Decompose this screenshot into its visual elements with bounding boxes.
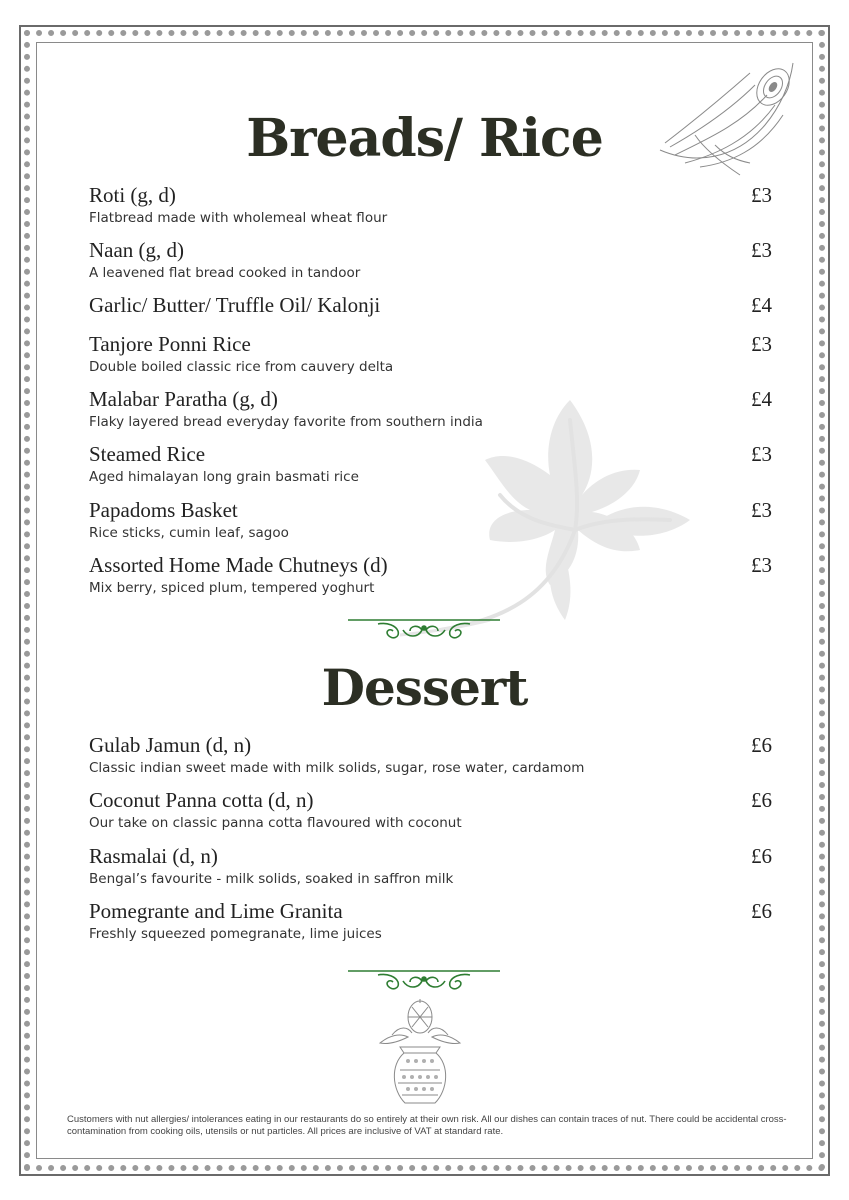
item-price: £3: [751, 183, 772, 207]
kalash-pot-icon: [370, 995, 470, 1110]
item-name: Malabar Paratha (g, d): [89, 387, 278, 411]
scroll-divider-icon: [348, 616, 500, 642]
item-description: Flatbread made with wholemeal wheat flour: [89, 210, 388, 226]
section-title-breads: Breads/ Rice: [246, 108, 603, 169]
item-description: Mix berry, spiced plum, tempered yoghurt: [89, 580, 375, 596]
item-price: £4: [751, 387, 772, 411]
item-price: £3: [751, 442, 772, 466]
item-price: £6: [751, 899, 772, 923]
section-title-dessert: Dessert: [321, 658, 528, 717]
item-description: Flaky layered bread everyday favorite from southern india: [89, 414, 483, 430]
item-price: £4: [751, 293, 772, 317]
item-description: Double boiled classic rice from cauvery delta: [89, 359, 394, 375]
item-description: Bengal’s favourite - milk solids, soaked in saffron milk: [89, 871, 454, 887]
item-price: £3: [751, 553, 772, 577]
item-description: Rice sticks, cumin leaf, sagoo: [89, 525, 289, 541]
item-name: Garlic/ Butter/ Truffle Oil/ Kalonji: [89, 293, 381, 317]
item-description: Aged himalayan long grain basmati rice: [89, 469, 359, 485]
item-name: Pomegrante and Lime Granita: [89, 899, 343, 923]
item-name: Naan (g, d): [89, 238, 185, 262]
item-description: Classic indian sweet made with milk solids, sugar, rose water, cardamom: [89, 760, 585, 776]
item-name: Steamed Rice: [89, 442, 206, 466]
item-description: Our take on classic panna cotta flavoured with coconut: [89, 815, 462, 831]
item-name: Tanjore Ponni Rice: [89, 332, 251, 356]
item-name: Assorted Home Made Chutneys (d): [89, 553, 388, 577]
item-price: £3: [751, 498, 772, 522]
item-price: £6: [751, 788, 772, 812]
item-price: £6: [751, 844, 772, 868]
allergy-disclaimer: Customers with nut allergies/ intolerances eating in our restaurants do so entirely at their own risk. All our dishes can contain traces of nut. There could be accidental cross-contamination from cooking oils, utensils or nut particles. All prices are inclusive of VAT at standard rate.: [67, 1114, 787, 1137]
scroll-divider-icon: [348, 967, 500, 993]
item-name: Roti (g, d): [89, 183, 176, 207]
item-name: Papadoms Basket: [89, 498, 238, 522]
item-name: Coconut Panna cotta (d, n): [89, 788, 314, 812]
item-name: Rasmalai (d, n): [89, 844, 218, 868]
item-description: Freshly squeezed pomegranate, lime juices: [89, 926, 382, 942]
item-description: A leavened flat bread cooked in tandoor: [89, 265, 361, 281]
item-price: £3: [751, 332, 772, 356]
item-price: £3: [751, 238, 772, 262]
item-price: £6: [751, 733, 772, 757]
item-name: Gulab Jamun (d, n): [89, 733, 252, 757]
